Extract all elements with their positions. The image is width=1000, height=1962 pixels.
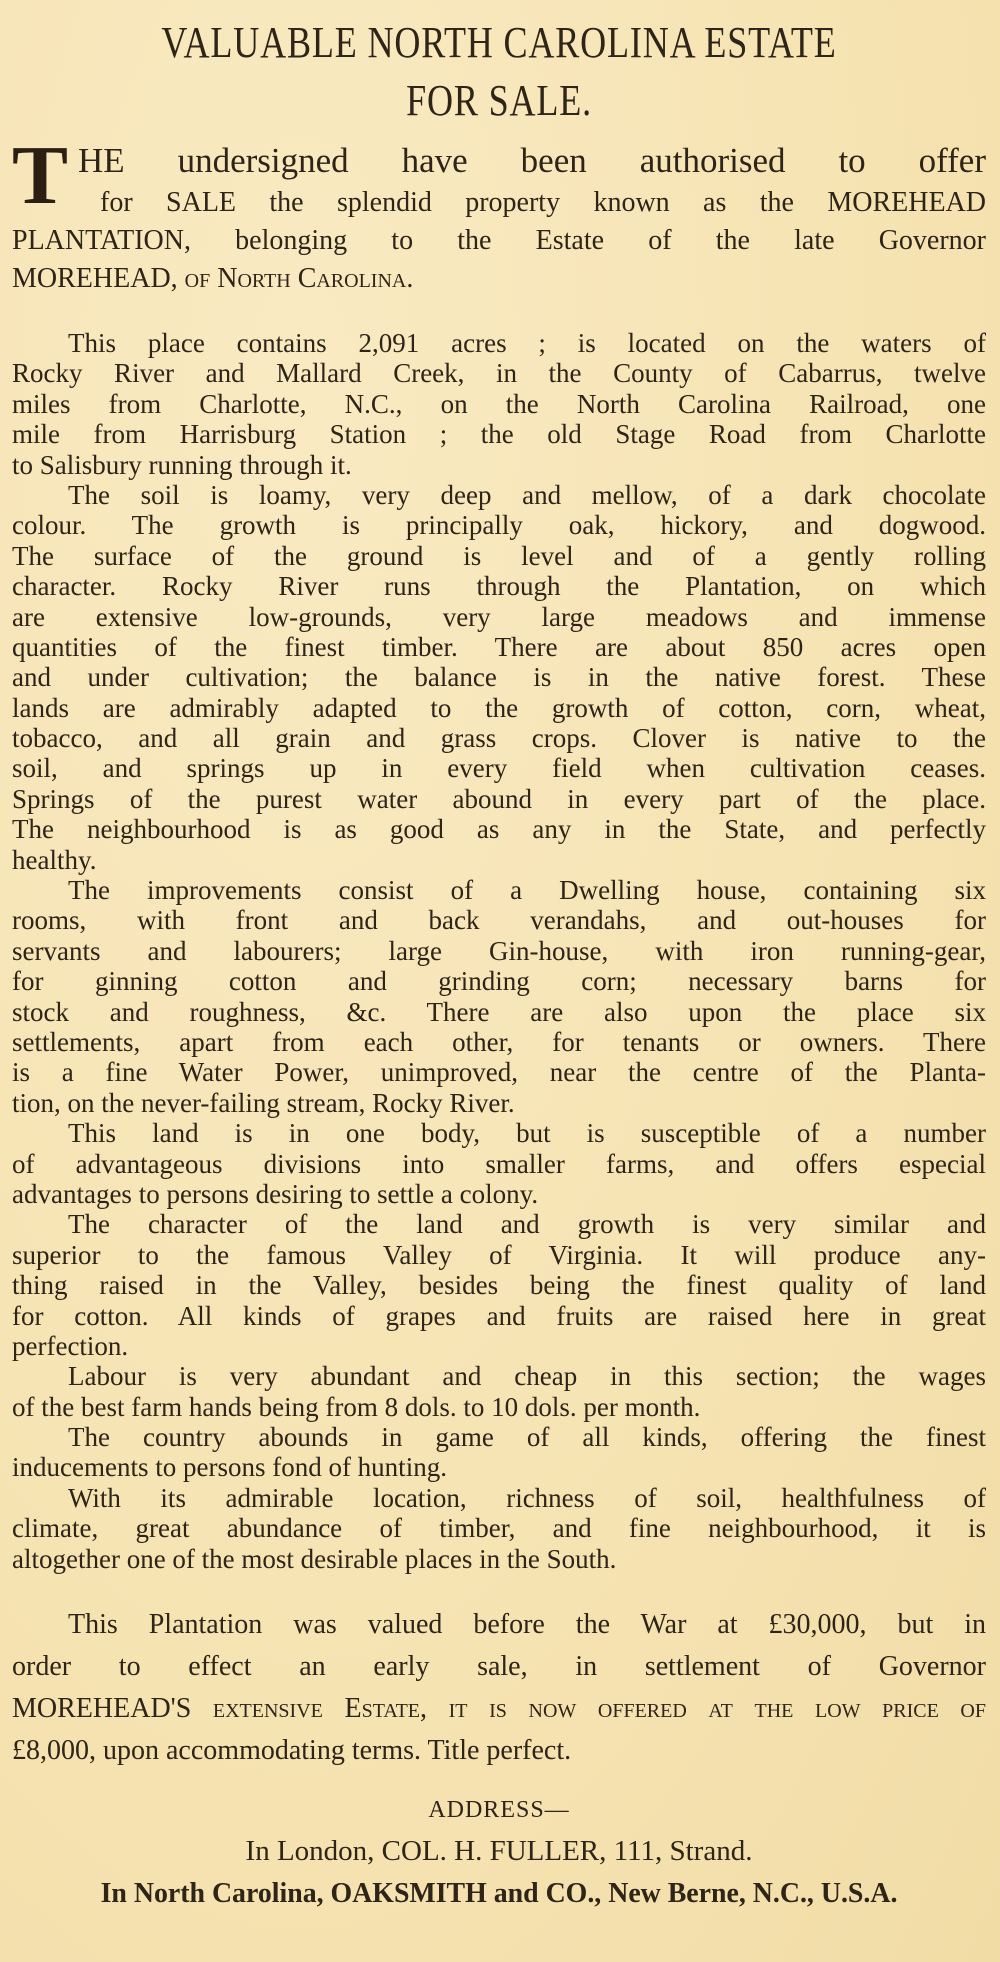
paragraph-summary [12, 1483, 986, 1574]
text-line: of advantageous divisions into smaller farms, and offers especial [12, 1148, 986, 1179]
intro-paragraph [12, 129, 986, 298]
text-line: tion, on the never-failing stream, Rocky River. [12, 1087, 515, 1118]
text-line: superior to the famous Valley of Virginia. It will produce any- [12, 1239, 986, 1270]
text-line: tobacco, and all grain and grass crops. Clover is native to the [12, 723, 986, 754]
text-line: inducements to persons fond of hunting. [12, 1452, 447, 1483]
text-line: for ginning cotton and grinding corn; necessary barns for [12, 966, 986, 997]
address-london: In London, COL. H. FULLER, 111, Strand. [245, 1835, 753, 1868]
text-line: £8,000, upon accommodating terms. Title perfect. [12, 1735, 572, 1767]
text-line: healthy. [12, 844, 97, 875]
text-line: The surface of the ground is level and of a gently rolling [12, 540, 986, 571]
intro-line-4: MOREHEAD, of North Carolina. [12, 263, 414, 294]
text-line: miles from Charlotte, N.C., on the North Carolina Railroad, one [12, 388, 986, 419]
text-line: stock and roughness, &c. There are also upon the place six [12, 996, 986, 1027]
text-line: rooms, with front and back verandahs, and out-houses for [12, 905, 986, 936]
text-line: to Salisbury running through it. [12, 449, 352, 480]
text-line: MOREHEAD'S extensive Estate, it is now offered at the low price of [12, 1693, 986, 1725]
text-line: This place contains 2,091 acres ; is located on the waters of [68, 328, 986, 358]
text-line: Rocky River and Mallard Creek, in the County of Cabarrus, twelve [12, 358, 986, 389]
text-line: The soil is loamy, very deep and mellow, of a dark chocolate [68, 479, 986, 510]
text-line: perfection. [12, 1330, 129, 1361]
title-line-1: VALUABLE NORTH CAROLINA ESTATE [161, 18, 837, 67]
text-line: lands are admirably adapted to the growth of cotton, corn, wheat, [12, 692, 986, 723]
address-north-carolina: In North Carolina, OAKSMITH and CO., New Berne, N.C., U.S.A. [100, 1877, 898, 1910]
text-line: This land is in one body, but is susceptible of a number [68, 1118, 986, 1149]
text-line: order to effect an early sale, in settlement of Governor [12, 1651, 986, 1683]
paragraph-game [12, 1422, 986, 1483]
paragraph-improvements [12, 875, 986, 1118]
text-line: thing raised in the Valley, besides being the finest quality of land [12, 1270, 986, 1301]
text-line: The character of the land and growth is very similar and [68, 1209, 986, 1240]
text-line: colour. The growth is principally oak, hickory, and dogwood. [12, 510, 986, 541]
paragraph-location [12, 328, 986, 480]
paragraph-character [12, 1209, 986, 1361]
text-line: is a fine Water Power, unimproved, near the centre of the Planta- [12, 1057, 986, 1088]
text-line: With its admirable location, richness of soil, healthfulness of [68, 1482, 986, 1513]
text-line: character. Rocky River runs through the Plantation, on which [12, 571, 986, 602]
paragraph-labour [12, 1361, 986, 1422]
text-line: The neighbourhood is as good as any in the State, and perfectly [12, 814, 986, 845]
text-line: are extensive low-grounds, very large meadows and immense [12, 601, 986, 632]
text-line: altogether one of the most desirable places in the South. [12, 1543, 617, 1574]
drop-cap: T [12, 129, 69, 222]
intro-line-2: for SALE the splendid property known as the MOREHEAD [100, 187, 986, 218]
intro-line-1-text: HE undersigned have been authorised to offer [78, 141, 986, 180]
text-line: for cotton. All kinds of grapes and fruits are raised here in great [12, 1300, 986, 1331]
text-line: The country abounds in game of all kinds, offering the finest [68, 1422, 986, 1453]
text-line: Labour is very abundant and cheap in this section; the wages [68, 1361, 986, 1392]
text-line: settlements, apart from each other, for tenants or owners. There [12, 1026, 986, 1057]
text-line: Springs of the purest water abound in every part of the place. [12, 783, 986, 814]
spacer [12, 298, 986, 328]
text-line: mile from Harrisburg Station ; the old Stage Road from Charlotte [12, 419, 986, 450]
text-line: and under cultivation; the balance is in the native forest. These [12, 662, 986, 693]
address-block [12, 1790, 986, 1914]
text-line: quantities of the finest timber. There are about 850 acres open [12, 631, 986, 662]
closing-paragraph [12, 1604, 986, 1772]
text-line: climate, great abundance of timber, and fine neighbourhood, it is [12, 1513, 986, 1544]
paragraph-soil [12, 480, 986, 875]
text-line: soil, and springs up in every field when cultivation ceases. [12, 753, 986, 784]
paragraph-divisions [12, 1118, 986, 1209]
text-line: The improvements consist of a Dwelling house, containing six [68, 875, 986, 906]
body-text [12, 328, 986, 1574]
text-line: This Plantation was valued before the War at £30,000, but in [68, 1609, 986, 1641]
intro-line-3: PLANTATION, belonging to the Estate of the late Governor [12, 225, 986, 256]
text-line: servants and labourers; large Gin-house, with iron running-gear, [12, 935, 986, 966]
text-line: advantages to persons desiring to settle a colony. [12, 1178, 539, 1209]
text-line: of the best farm hands being from 8 dols. to 10 dols. per month. [12, 1391, 701, 1422]
title-line-2: FOR SALE. [406, 76, 592, 125]
spacer [12, 1574, 986, 1604]
address-label: ADDRESS— [428, 1797, 570, 1824]
